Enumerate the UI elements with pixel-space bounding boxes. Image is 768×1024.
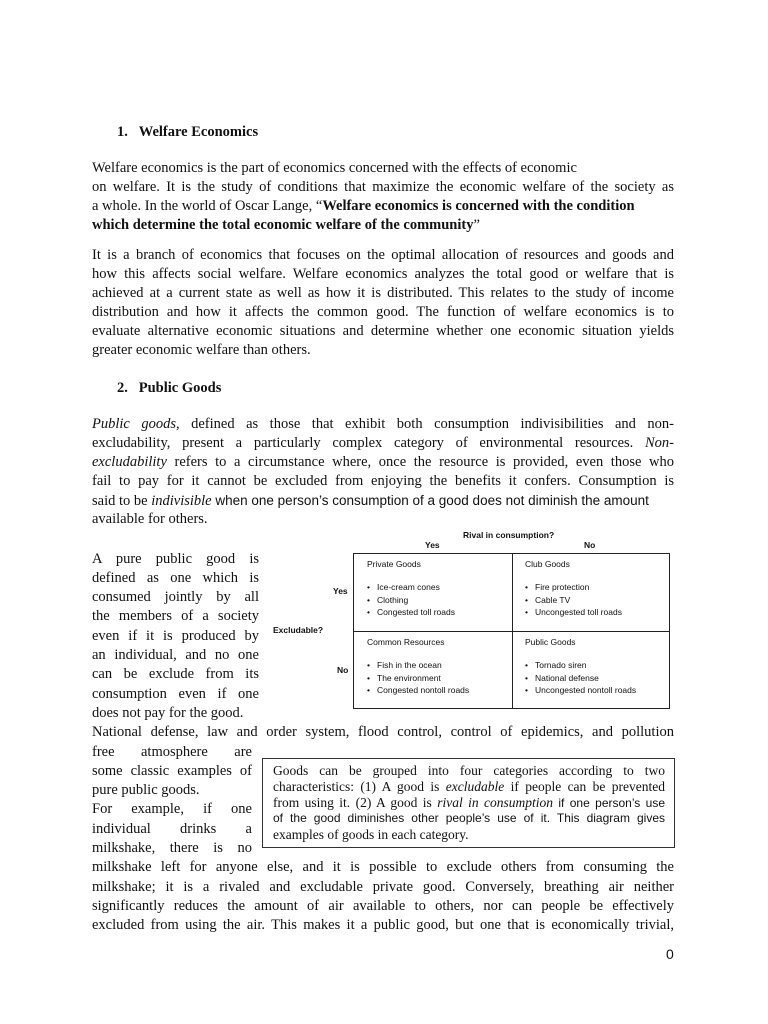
paragraph-line: It is a branch of economics that focuses on the optimal allocation of resources and goods and [92,247,674,263]
list-item: • Uncongested toll roads [525,606,622,619]
cell-title: Private Goods [367,559,421,569]
paragraph-line: can be exclude from its [92,666,259,682]
rival-no-label: No [584,540,596,550]
paragraph-line: pure public goods. [92,782,200,798]
cell-common-resources [354,632,512,708]
rival-axis-label: Rival in consumption? [463,530,555,540]
list-item: • Uncongested nontoll roads [525,684,636,697]
caption-line: Goods can be grouped into four categories according to two [273,763,665,778]
paragraph-line: distribution and how it affects the common good. The function of welfare economics is to [92,304,674,320]
cell-list [367,581,455,619]
list-item: • Cable TV [525,594,622,607]
list-item: • Fish in the ocean [367,659,469,672]
paragraph-line: consumed jointly by all [92,589,259,605]
paragraph-line: fail to pay for it cannot be excluded from enjoying the benefits it confers. Consumption is [92,473,674,489]
cell-public-goods [513,632,669,708]
cell-list [525,659,636,697]
paragraph-line: Public goods, defined as those that exhibit both consumption indivisibilities and non- [92,416,674,432]
list-item: • Congested nontoll roads [367,684,469,697]
cell-title: Club Goods [525,559,570,569]
list-item: • Tornado siren [525,659,636,672]
paragraph-line: on welfare. It is the study of conditions that maximize the economic welfare of the society as [92,179,674,195]
list-item: • The environment [367,672,469,685]
paragraph-line: even if it is produced by [92,628,259,644]
paragraph-line: free atmosphere are [92,744,252,760]
cell-private-goods [354,554,512,631]
section-heading-welfare: 1. Welfare Economics [117,124,259,140]
paragraph-line: significantly reduces the amount of air available to others, nor can people be effectively [92,898,674,914]
cell-title: Common Resources [367,637,445,647]
cell-list [525,581,622,619]
excludable-no-label: No [337,665,349,675]
paragraph-line: milkshake left for anyone else, and it is possible to exclude others from consuming the [92,859,674,875]
paragraph-line: an individual, and no one [92,647,259,663]
paragraph-line: greater economic welfare than others. [92,342,311,358]
caption-line: examples of goods in each category. [273,827,469,842]
cell-title: Public Goods [525,637,576,647]
paragraph-line: excludability, present a particularly complex category of environmental resources. Non- [92,435,674,451]
paragraph-line: said to be indivisible when one person’s consumption of a good does not diminish the amount [92,493,649,509]
paragraph-line: For example, if one [92,801,252,817]
page-number: 0 [666,946,674,962]
caption-line: of the good diminishes other people’s use of it. This diagram gives [273,811,665,825]
section-heading-public-goods: 2. Public Goods [117,380,222,396]
cell-list [367,659,469,697]
paragraph-line: evaluate alternative economic situations and determine whether one economic situation yields [92,323,674,339]
paragraph-line: excluded from using the air. This makes it a public good, but one that is economically trivial, [92,917,674,933]
caption-line: from using it. (2) A good is rival in consumption if one person’s use [273,795,665,810]
paragraph-line: defined as one which is [92,570,259,586]
excludable-yes-label: Yes [333,586,348,596]
paragraph-line: individual drinks a [92,821,252,837]
cell-club-goods [513,554,669,631]
paragraph-line: consumption even if one [92,686,259,702]
paragraph-line: National defense, law and order system, flood control, control of epidemics, and pollution [92,724,674,740]
paragraph-line: the members of a society [92,608,259,624]
paragraph-line: A pure public good is [92,551,259,567]
excludable-axis-label: Excludable? [273,625,324,635]
paragraph-line: which determine the total economic welfare of the community” [92,217,480,233]
list-item: • National defense [525,672,636,685]
paragraph-line: milkshake; it is a rivaled and excludable private good. Conversely, breathing air neither [92,879,674,895]
diagram-caption [262,758,675,848]
paragraph-line: does not pay for the good. [92,705,244,721]
paragraph-line: some classic examples of [92,763,252,779]
list-item: • Fire protection [525,581,622,594]
list-item: • Clothing [367,594,455,607]
paragraph-line: excludability refers to a circumstance where, once the resource is provided, even those who [92,454,674,470]
paragraph-line: available for others. [92,511,208,527]
paragraph-line: how this affects social welfare. Welfare economics analyzes the total good or welfare that is [92,266,674,282]
paragraph-line: milkshake, there is no [92,840,252,856]
rival-yes-label: Yes [425,540,440,550]
list-item: • Congested toll roads [367,606,455,619]
list-item: • Ice-cream cones [367,581,455,594]
goods-diagram [270,525,680,715]
caption-line: characteristics: (1) A good is excludable if people can be prevented [273,779,665,794]
paragraph-line: Welfare economics is the part of economics concerned with the effects of economic [92,160,577,176]
diagram-grid [353,553,670,709]
paragraph-line: a whole. In the world of Oscar Lange, “Welfare economics is concerned with the condition [92,198,635,214]
paragraph-line: achieved at a current state as well as how it is distributed. This relates to the study of income [92,285,674,301]
